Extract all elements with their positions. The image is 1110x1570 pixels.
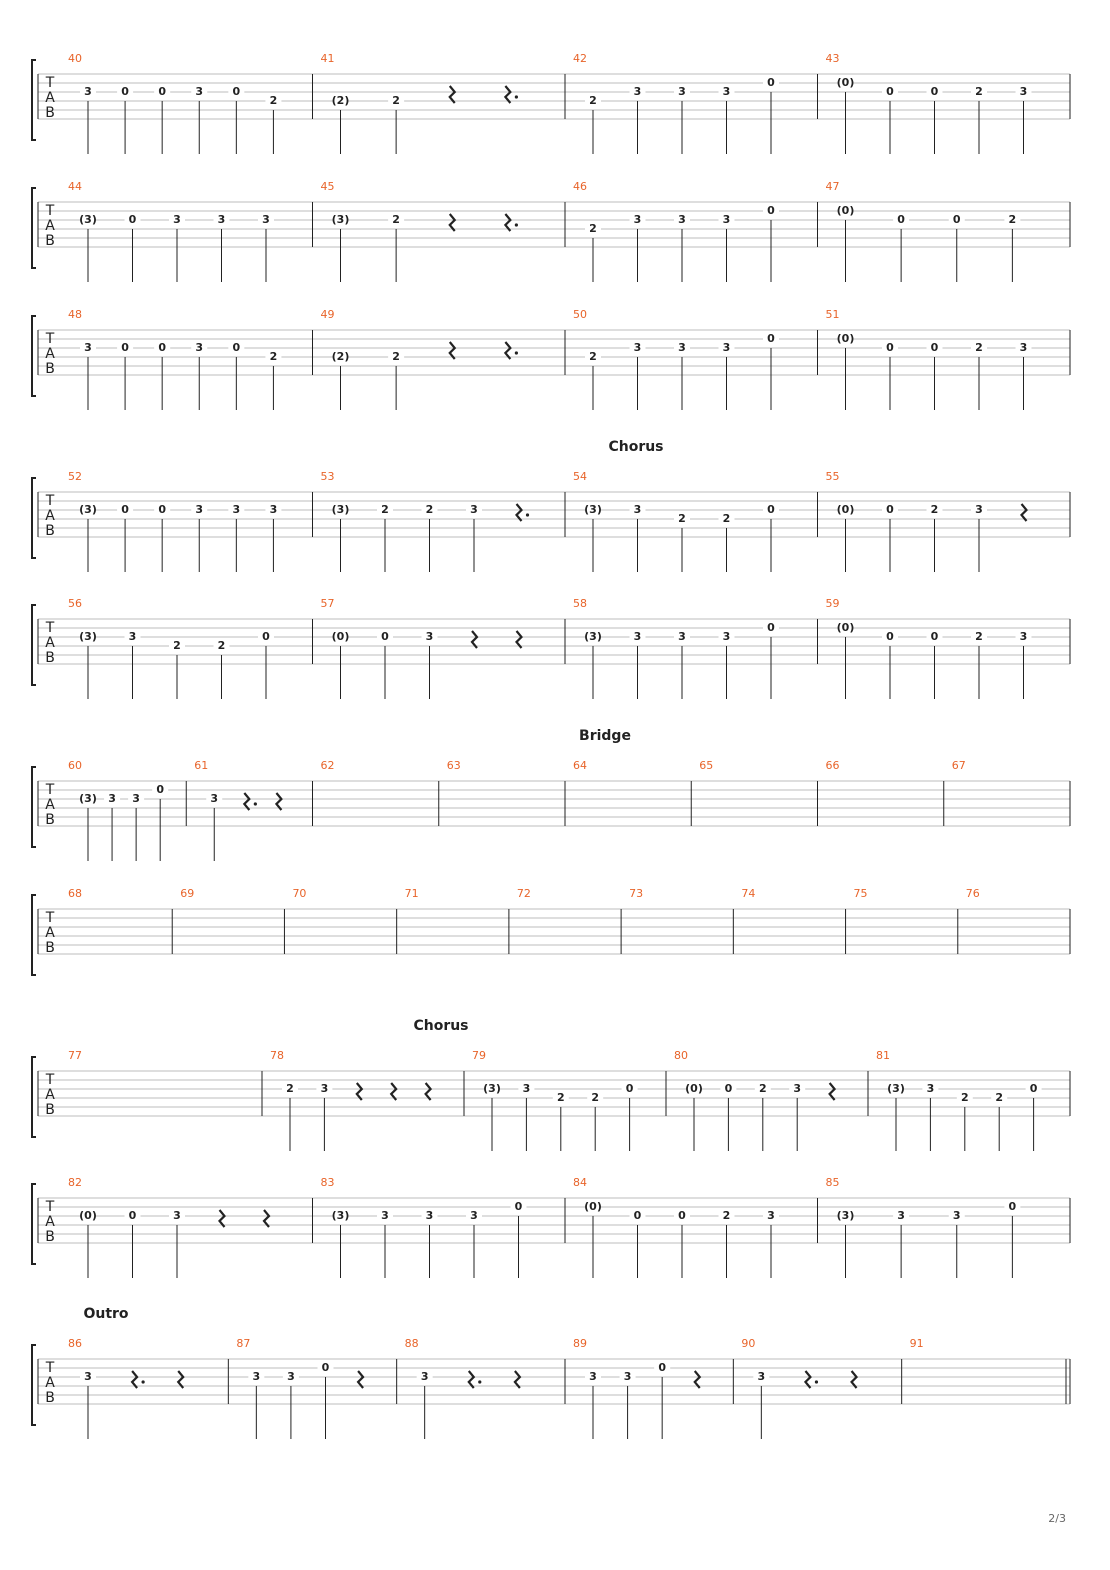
measure-number: 49: [320, 308, 335, 321]
measure-number: 91: [909, 1337, 924, 1350]
fret-number: 3: [757, 1370, 766, 1383]
measure-number: 50: [573, 308, 587, 321]
tab-clef-letter: B: [45, 812, 55, 828]
fret-number: 3: [633, 630, 642, 643]
quarter-rest: [357, 1083, 362, 1100]
fret-number: 3: [633, 503, 642, 516]
fret-number: (3): [584, 503, 602, 516]
rest-dot: [478, 1380, 481, 1383]
fret-number: (3): [79, 503, 97, 516]
fret-number: 2: [589, 94, 597, 107]
tab-clef-letter: T: [45, 203, 55, 219]
measure-number: 88: [404, 1337, 419, 1350]
fret-number: 0: [232, 341, 241, 354]
fret-number: 3: [173, 1209, 181, 1222]
system-bracket: [32, 478, 36, 558]
measure-number: 72: [516, 887, 531, 900]
fret-number: 3: [897, 1209, 905, 1222]
tab-clef-letter: A: [45, 797, 55, 813]
rest-dot: [515, 95, 518, 98]
fret-number: 3: [633, 341, 642, 354]
fret-number: 0: [930, 85, 939, 98]
fret-number: 3: [252, 1370, 261, 1383]
fret-number: 3: [195, 503, 204, 516]
fret-number: 0: [121, 503, 129, 516]
tab-clef-letter: T: [45, 1360, 55, 1376]
measure-number: 81: [876, 1049, 890, 1062]
fret-number: 0: [128, 1209, 137, 1222]
fret-number: 2: [722, 512, 731, 525]
fret-number: 3: [767, 1209, 775, 1222]
measure-number: 59: [825, 597, 840, 610]
fret-number: 0: [514, 1200, 523, 1213]
fret-number: 0: [158, 341, 166, 354]
system-bracket: [32, 188, 36, 268]
fret-number: 0: [1008, 1200, 1017, 1213]
fret-number: 3: [287, 1370, 295, 1383]
fret-number: 3: [217, 213, 226, 226]
fret-number: 0: [930, 341, 939, 354]
fret-number: 3: [633, 213, 642, 226]
fret-number: 0: [886, 85, 894, 98]
fret-number: 0: [158, 85, 166, 98]
fret-number: 3: [425, 630, 434, 643]
rest-dot: [815, 1380, 818, 1383]
quarter-rest: [505, 86, 510, 103]
tab-clef-letter: A: [45, 925, 55, 941]
fret-number: 3: [633, 85, 642, 98]
tab-clef-letter: B: [45, 233, 55, 249]
quarter-rest: [450, 342, 455, 359]
fret-number: 2: [1008, 213, 1017, 226]
fret-number: 2: [975, 630, 983, 643]
fret-number: 0: [232, 85, 241, 98]
tab-clef-letter: B: [45, 523, 55, 539]
measure-number: 84: [573, 1176, 587, 1189]
measure-number: 48: [68, 308, 82, 321]
fret-number: 0: [767, 621, 775, 634]
quarter-rest: [132, 1371, 137, 1388]
tab-clef-letter: T: [45, 910, 55, 926]
fret-number: (3): [887, 1082, 905, 1095]
fret-number: (3): [584, 630, 602, 643]
fret-number: 0: [262, 630, 270, 643]
fret-number: 0: [158, 503, 166, 516]
fret-number: 3: [793, 1082, 802, 1095]
measure-number: 80: [674, 1049, 688, 1062]
measure-number: 78: [270, 1049, 284, 1062]
measure-number: 52: [68, 470, 82, 483]
rest-dot: [526, 513, 529, 516]
fret-number: 2: [425, 503, 434, 516]
system-bracket: [32, 316, 36, 396]
fret-number: 0: [1029, 1082, 1038, 1095]
fret-number: 0: [886, 503, 894, 516]
fret-number: 0: [381, 630, 389, 643]
fret-number: 2: [995, 1091, 1004, 1104]
fret-number: 3: [108, 792, 116, 805]
fret-number: 0: [128, 213, 137, 226]
measure-number: 58: [573, 597, 587, 610]
fret-number: (0): [331, 630, 350, 643]
tab-clef-letter: T: [45, 782, 55, 798]
fret-number: 3: [623, 1370, 632, 1383]
fret-number: 2: [392, 350, 400, 363]
fret-number: (0): [836, 621, 855, 634]
section-label: Outro: [83, 1306, 129, 1322]
fret-number: 0: [897, 213, 905, 226]
measure-number: 77: [68, 1049, 82, 1062]
fret-number: 3: [470, 1209, 478, 1222]
measure-number: 73: [629, 887, 644, 900]
section-label: Bridge: [579, 728, 631, 744]
fret-number: 0: [156, 783, 165, 796]
tab-clef-letter: B: [45, 105, 55, 121]
fret-number: (2): [331, 94, 350, 107]
quarter-rest: [450, 86, 455, 103]
system-bracket: [32, 60, 36, 140]
measure-number: 42: [573, 52, 587, 65]
measure-number: 87: [236, 1337, 251, 1350]
measure-number: 90: [741, 1337, 756, 1350]
fret-number: 3: [425, 1209, 434, 1222]
section-label: Chorus: [608, 439, 664, 455]
quarter-rest: [830, 1083, 835, 1100]
measure-number: 75: [853, 887, 868, 900]
measure-number: 57: [320, 597, 335, 610]
system-bracket: [32, 1057, 36, 1137]
fret-number: (0): [836, 76, 855, 89]
fret-number: 3: [1019, 85, 1028, 98]
fret-number: (0): [584, 1200, 602, 1213]
measure-number: 55: [825, 470, 840, 483]
measure-number: 46: [573, 180, 587, 193]
fret-number: (0): [685, 1082, 703, 1095]
rest-dot: [515, 223, 518, 226]
tab-clef-letter: A: [45, 508, 55, 524]
fret-number: 0: [625, 1082, 634, 1095]
quarter-rest: [220, 1210, 225, 1227]
quarter-rest: [358, 1371, 363, 1388]
fret-number: 2: [556, 1091, 565, 1104]
fret-number: (3): [836, 1209, 855, 1222]
measure-number: 41: [320, 52, 335, 65]
measure-number: 66: [825, 759, 840, 772]
measure-number: 51: [825, 308, 840, 321]
fret-number: 0: [658, 1361, 666, 1374]
measure-number: 61: [194, 759, 209, 772]
tab-clef-letter: T: [45, 331, 55, 347]
tab-clef-letter: B: [45, 650, 55, 666]
fret-number: 2: [392, 94, 400, 107]
measure-number: 70: [292, 887, 307, 900]
tab-clef-letter: A: [45, 1087, 55, 1103]
fret-number: 3: [722, 85, 731, 98]
fret-number: 3: [1019, 341, 1028, 354]
tab-clef-letter: A: [45, 1375, 55, 1391]
fret-number: 0: [121, 85, 129, 98]
tab-clef-letter: A: [45, 90, 55, 106]
fret-number: 0: [321, 1361, 330, 1374]
fret-number: 0: [767, 204, 775, 217]
fret-number: 3: [1019, 630, 1028, 643]
fret-number: 3: [173, 213, 181, 226]
tab-clef-letter: T: [45, 75, 55, 91]
measure-number: 86: [68, 1337, 82, 1350]
fret-number: 2: [678, 512, 686, 525]
system-bracket: [32, 767, 36, 847]
fret-number: (3): [331, 503, 350, 516]
tab-clef-letter: B: [45, 1390, 55, 1406]
quarter-rest: [450, 214, 455, 231]
fret-number: 2: [269, 350, 278, 363]
rest-dot: [142, 1380, 145, 1383]
fret-number: 2: [269, 94, 278, 107]
fret-number: (3): [331, 213, 350, 226]
fret-number: 2: [173, 639, 181, 652]
fret-number: 3: [589, 1370, 597, 1383]
fret-number: 2: [591, 1091, 600, 1104]
fret-number: 3: [722, 341, 731, 354]
tab-clef-letter: A: [45, 218, 55, 234]
fret-number: 2: [930, 503, 939, 516]
fret-number: 2: [975, 85, 983, 98]
fret-number: 3: [678, 341, 686, 354]
measure-number: 85: [825, 1176, 840, 1189]
system-bracket: [32, 1345, 36, 1425]
fret-number: (3): [331, 1209, 350, 1222]
fret-number: 3: [232, 503, 241, 516]
fret-number: 3: [262, 213, 270, 226]
quarter-rest: [244, 793, 249, 810]
quarter-rest: [472, 631, 477, 648]
fret-number: 0: [724, 1082, 733, 1095]
rest-dot: [254, 802, 257, 805]
fret-number: 0: [121, 341, 129, 354]
measure-number: 83: [320, 1176, 335, 1189]
fret-number: (0): [836, 503, 855, 516]
fret-number: 3: [952, 1209, 961, 1222]
measure-number: 56: [68, 597, 82, 610]
measure-number: 54: [573, 470, 587, 483]
fret-number: (3): [79, 213, 97, 226]
quarter-rest: [805, 1371, 810, 1388]
fret-number: 3: [926, 1082, 935, 1095]
tab-clef-letter: B: [45, 1102, 55, 1118]
fret-number: 3: [84, 85, 92, 98]
fret-number: 0: [767, 332, 775, 345]
fret-number: 0: [767, 503, 775, 516]
tab-clef-letter: T: [45, 1199, 55, 1215]
fret-number: 0: [930, 630, 939, 643]
fret-number: 3: [420, 1370, 429, 1383]
fret-number: 3: [195, 85, 204, 98]
fret-number: 2: [286, 1082, 294, 1095]
system-bracket: [32, 605, 36, 685]
fret-number: 2: [392, 213, 400, 226]
fret-number: 2: [960, 1091, 969, 1104]
measure-number: 82: [68, 1176, 82, 1189]
measure-number: 45: [320, 180, 335, 193]
measure-number: 68: [68, 887, 82, 900]
measure-number: 62: [320, 759, 335, 772]
fret-number: 2: [975, 341, 983, 354]
fret-number: 3: [128, 630, 137, 643]
fret-number: 3: [210, 792, 219, 805]
measure-number: 64: [573, 759, 587, 772]
page-number: 2/3: [1048, 1512, 1066, 1525]
tab-clef-letter: A: [45, 635, 55, 651]
system-bracket: [32, 895, 36, 975]
measure-number: 40: [68, 52, 82, 65]
fret-number: 0: [633, 1209, 642, 1222]
fret-number: 0: [886, 630, 894, 643]
tab-clef-letter: A: [45, 346, 55, 362]
fret-number: 3: [722, 213, 731, 226]
rest-dot: [515, 351, 518, 354]
quarter-rest: [517, 631, 522, 648]
fret-number: 2: [589, 222, 597, 235]
fret-number: 3: [320, 1082, 329, 1095]
measure-number: 63: [446, 759, 461, 772]
measure-number: 60: [68, 759, 82, 772]
fret-number: 0: [767, 76, 775, 89]
measure-number: 71: [404, 887, 419, 900]
tab-clef-letter: T: [45, 493, 55, 509]
quarter-rest: [276, 793, 281, 810]
section-label: Chorus: [413, 1018, 469, 1034]
quarter-rest: [515, 1371, 520, 1388]
tab-clef-letter: B: [45, 1229, 55, 1245]
quarter-rest: [852, 1371, 857, 1388]
measure-number: 74: [741, 887, 756, 900]
quarter-rest: [517, 504, 522, 521]
quarter-rest: [469, 1371, 474, 1388]
tab-clef-letter: T: [45, 620, 55, 636]
fret-number: (3): [483, 1082, 501, 1095]
fret-number: 3: [678, 213, 686, 226]
measure-number: 67: [951, 759, 966, 772]
tab-clef-letter: T: [45, 1072, 55, 1088]
fret-number: 0: [952, 213, 961, 226]
quarter-rest: [1022, 504, 1027, 521]
fret-number: 2: [589, 350, 597, 363]
fret-number: 3: [381, 1209, 389, 1222]
fret-number: 2: [722, 1209, 731, 1222]
measure-number: 44: [68, 180, 82, 193]
measure-number: 89: [573, 1337, 587, 1350]
quarter-rest: [505, 342, 510, 359]
fret-number: 2: [217, 639, 226, 652]
measure-number: 65: [699, 759, 714, 772]
measure-number: 69: [180, 887, 195, 900]
fret-number: (0): [836, 332, 855, 345]
quarter-rest: [426, 1083, 431, 1100]
system-bracket: [32, 1184, 36, 1264]
fret-number: 3: [522, 1082, 531, 1095]
measure-number: 53: [320, 470, 335, 483]
fret-number: (2): [331, 350, 350, 363]
fret-number: (0): [79, 1209, 97, 1222]
fret-number: 3: [470, 503, 478, 516]
measure-number: 43: [825, 52, 840, 65]
fret-number: 3: [84, 341, 92, 354]
fret-number: 3: [975, 503, 983, 516]
fret-number: 3: [678, 630, 686, 643]
fret-number: 3: [195, 341, 204, 354]
quarter-rest: [178, 1371, 183, 1388]
fret-number: 2: [758, 1082, 767, 1095]
quarter-rest: [505, 214, 510, 231]
measure-number: 47: [825, 180, 840, 193]
fret-number: 3: [678, 85, 686, 98]
fret-number: (3): [79, 792, 97, 805]
quarter-rest: [695, 1371, 700, 1388]
tab-clef-letter: B: [45, 940, 55, 956]
fret-number: 3: [132, 792, 140, 805]
measure-number: 79: [472, 1049, 486, 1062]
fret-number: 3: [722, 630, 731, 643]
fret-number: (0): [836, 204, 855, 217]
fret-number: 0: [886, 341, 894, 354]
fret-number: 3: [269, 503, 278, 516]
quarter-rest: [264, 1210, 269, 1227]
fret-number: 3: [84, 1370, 92, 1383]
fret-number: 0: [678, 1209, 686, 1222]
fret-number: 2: [381, 503, 389, 516]
fret-number: (3): [79, 630, 97, 643]
tab-clef-letter: B: [45, 361, 55, 377]
tab-clef-letter: A: [45, 1214, 55, 1230]
measure-number: 76: [965, 887, 980, 900]
quarter-rest: [391, 1083, 396, 1100]
